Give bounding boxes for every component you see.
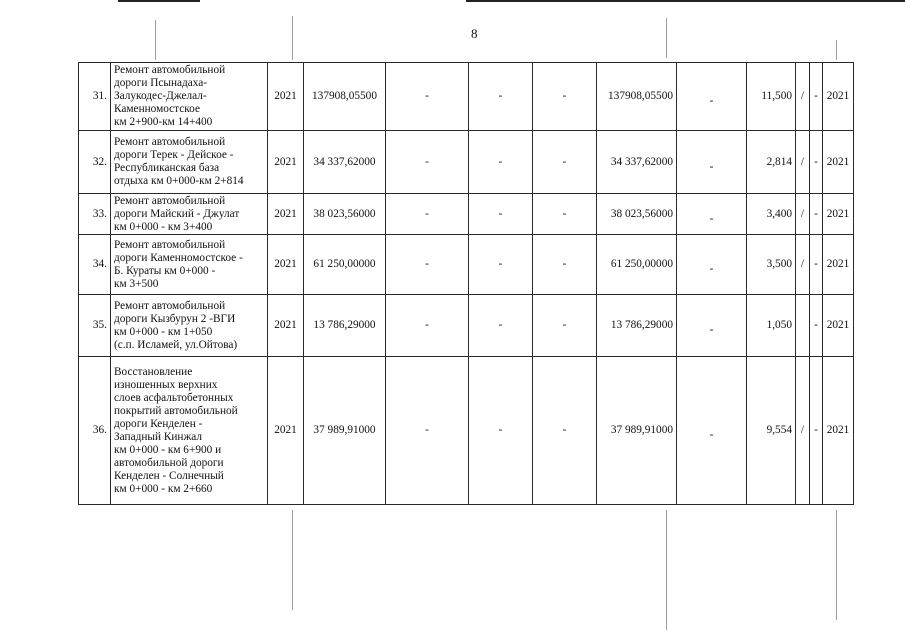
total-cost: 137908,05500 <box>304 63 386 131</box>
funding-col-3: - <box>533 295 597 357</box>
regional-cost: 37 989,91000 <box>597 357 677 505</box>
funding-col-5: - <box>677 235 747 295</box>
funding-col-2: - <box>469 131 533 194</box>
mark-col-2: - <box>810 194 823 235</box>
regional-cost: 61 250,00000 <box>597 235 677 295</box>
row-number: 34. <box>79 235 111 295</box>
funding-col-2: - <box>469 357 533 505</box>
end-year: 2021 <box>823 63 854 131</box>
scan-fold-line <box>292 16 293 60</box>
object-name: Ремонт автомобильной дороги Каменномостское - Б. Кураты км 0+000 - км 3+500 <box>111 235 268 295</box>
end-year: 2021 <box>823 131 854 194</box>
funding-col-5: - <box>677 194 747 235</box>
row-number: 35. <box>79 295 111 357</box>
row-number: 32. <box>79 131 111 194</box>
page-number: 8 <box>471 26 478 41</box>
scan-fold-line <box>666 18 667 58</box>
object-name: Ремонт автомобильной дороги Кызбурун 2 -ВГИ км 0+000 - км 1+050 (с.п. Исламей, ул.Ойтова) <box>111 295 268 357</box>
road-length: 3,400 <box>747 194 796 235</box>
regional-cost: 34 337,62000 <box>597 131 677 194</box>
start-year: 2021 <box>268 63 304 131</box>
funding-col-2: - <box>469 194 533 235</box>
mark-col-2: - <box>810 63 823 131</box>
start-year: 2021 <box>268 357 304 505</box>
funding-col-5: - <box>677 63 747 131</box>
object-name: Ремонт автомобильной дороги Майский - Джулат км 0+000 - км 3+400 <box>111 194 268 235</box>
mark-col-2: - <box>810 357 823 505</box>
object-name: Восстановление изношенных верхних слоев асфальтобетонных покрытий автомобильной дороги Кенделен - Западный Кинжал км 0+000 - км 6+900 и автомобильной дороги Кенделен - Солнечный км 0+000 - км 2+660 <box>111 357 268 505</box>
funding-col-1: - <box>386 235 469 295</box>
mark-col-2: - <box>810 235 823 295</box>
table-row <box>79 63 854 131</box>
regional-cost: 13 786,29000 <box>597 295 677 357</box>
table-row <box>79 357 854 505</box>
mark-col-1: / <box>796 131 810 194</box>
mark-col-2: - <box>810 295 823 357</box>
start-year: 2021 <box>268 194 304 235</box>
total-cost: 38 023,56000 <box>304 194 386 235</box>
funding-col-3: - <box>533 357 597 505</box>
funding-col-3: - <box>533 194 597 235</box>
table-row <box>79 131 854 194</box>
row-number: 31. <box>79 63 111 131</box>
table-row <box>79 235 854 295</box>
scan-fold-line <box>836 510 837 620</box>
funding-col-1: - <box>386 295 469 357</box>
object-name: Ремонт автомобильной дороги Псынадаха- Залукодес-Джелал- Каменномостское км 2+900-км 14+400 <box>111 63 268 131</box>
funding-col-3: - <box>533 63 597 131</box>
funding-col-2: - <box>469 63 533 131</box>
funding-col-1: - <box>386 357 469 505</box>
funding-col-2: - <box>469 295 533 357</box>
object-name: Ремонт автомобильной дороги Терек - Дейское - Республиканская база отдыха км 0+000-км 2+814 <box>111 131 268 194</box>
mark-col-1: / <box>796 194 810 235</box>
road-length: 2,814 <box>747 131 796 194</box>
funding-col-1: - <box>386 63 469 131</box>
total-cost: 61 250,00000 <box>304 235 386 295</box>
end-year: 2021 <box>823 235 854 295</box>
mark-col-1: / <box>796 63 810 131</box>
road-length: 11,500 <box>747 63 796 131</box>
road-length: 1,050 <box>747 295 796 357</box>
total-cost: 34 337,62000 <box>304 131 386 194</box>
scan-edge-line-right <box>466 0 905 2</box>
row-number: 33. <box>79 194 111 235</box>
regional-cost: 38 023,56000 <box>597 194 677 235</box>
funding-col-3: - <box>533 131 597 194</box>
end-year: 2021 <box>823 295 854 357</box>
row-number: 36. <box>79 357 111 505</box>
road-length: 9,554 <box>747 357 796 505</box>
funding-col-3: - <box>533 235 597 295</box>
mark-col-1: / <box>796 235 810 295</box>
funding-col-5: - <box>677 295 747 357</box>
end-year: 2021 <box>823 357 854 505</box>
funding-col-1: - <box>386 194 469 235</box>
start-year: 2021 <box>268 131 304 194</box>
scan-edge-line-left <box>118 0 200 2</box>
total-cost: 37 989,91000 <box>304 357 386 505</box>
start-year: 2021 <box>268 235 304 295</box>
end-year: 2021 <box>823 194 854 235</box>
table-row <box>79 295 854 357</box>
scan-fold-line <box>666 510 667 630</box>
funding-col-5: - <box>677 131 747 194</box>
table-row <box>79 194 854 235</box>
total-cost: 13 786,29000 <box>304 295 386 357</box>
funding-col-2: - <box>469 235 533 295</box>
scan-fold-line <box>292 510 293 610</box>
road-repair-table <box>78 62 854 505</box>
mark-col-1 <box>796 295 810 357</box>
mark-col-2: - <box>810 131 823 194</box>
scan-fold-line <box>155 20 156 60</box>
funding-col-1: - <box>386 131 469 194</box>
mark-col-1: / <box>796 357 810 505</box>
start-year: 2021 <box>268 295 304 357</box>
funding-col-5: - <box>677 357 747 505</box>
scan-fold-line <box>836 40 837 60</box>
road-length: 3,500 <box>747 235 796 295</box>
regional-cost: 137908,05500 <box>597 63 677 131</box>
